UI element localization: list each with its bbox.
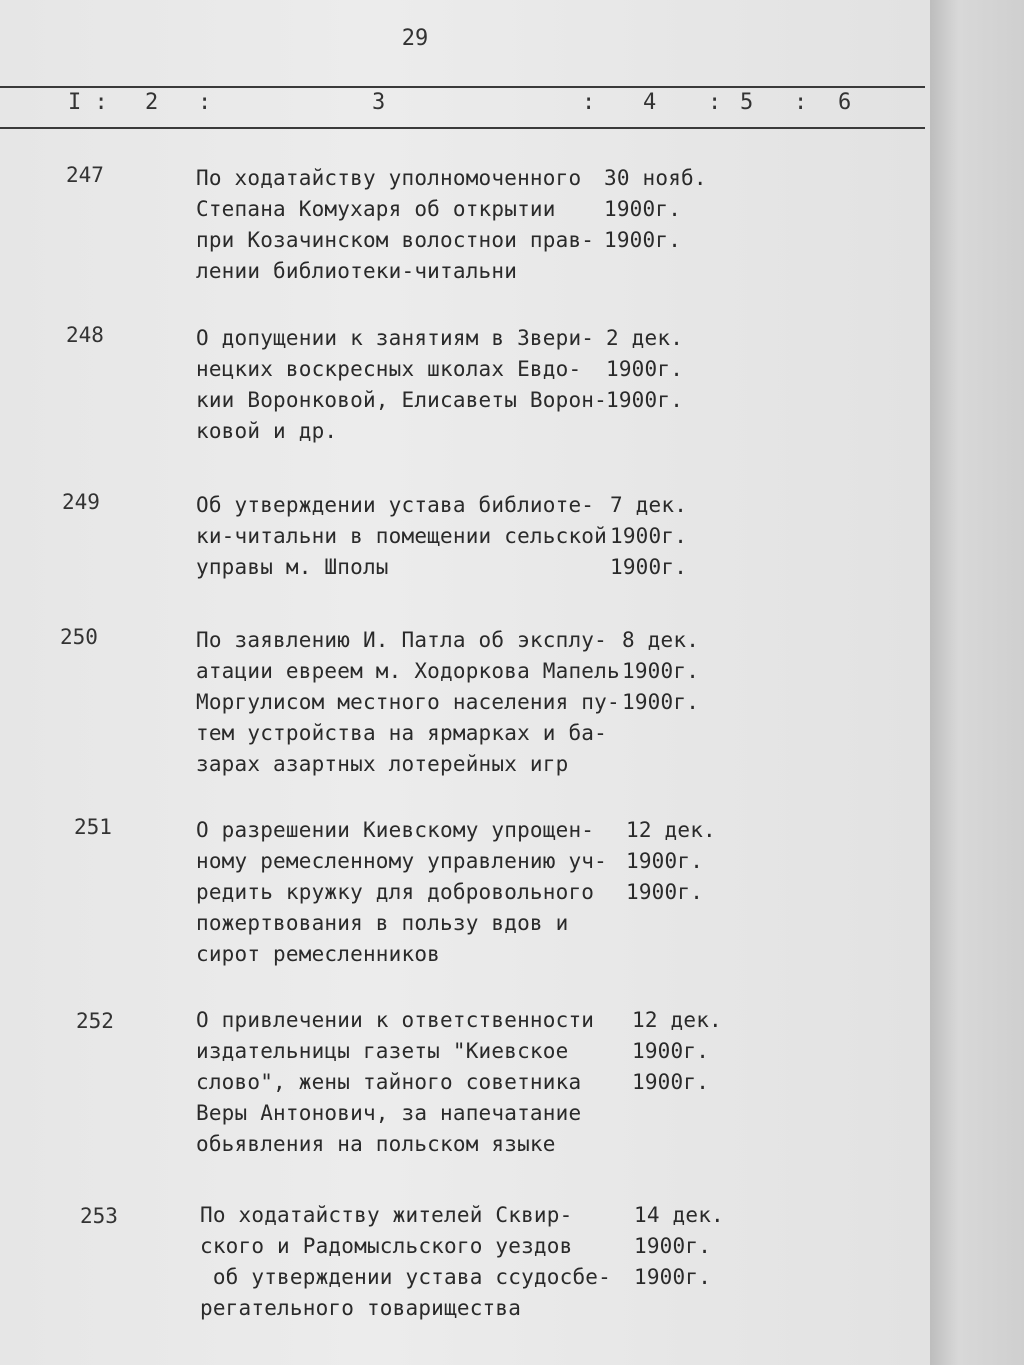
text-line: при Козачинском волостнои прав- — [196, 228, 595, 252]
text-line: слово", жены тайного советника — [196, 1070, 582, 1094]
date-line: 12 дек. — [626, 818, 716, 842]
date-line: 1900г. — [632, 1039, 710, 1063]
date-line: 1900г. — [606, 357, 684, 381]
header-rule-bottom — [0, 127, 925, 129]
entry-dates — [610, 490, 687, 583]
entry-text — [196, 323, 607, 447]
text-line: зарах азартных лотерейных игр — [196, 752, 569, 776]
text-line: Об утверждении устава библиоте- — [196, 493, 595, 517]
date-line: 1900г. — [634, 1234, 712, 1258]
date-line: 1900г. — [622, 690, 700, 714]
header-col-5: 5 — [740, 90, 754, 115]
entry-dates — [632, 1005, 722, 1098]
entry-dates — [604, 163, 707, 256]
entry-number: 251 — [74, 815, 112, 839]
entry-number: 248 — [66, 323, 104, 347]
text-line: пожертвования в пользу вдов и — [196, 911, 569, 935]
text-line: регательного товарищества — [200, 1296, 522, 1320]
date-line: 1900г. — [626, 849, 704, 873]
date-line: 1900г. — [604, 197, 682, 221]
text-line: атации евреем м. Ходоркова Мапель — [196, 659, 620, 683]
date-line: 1900г. — [634, 1265, 712, 1289]
page-number: 29 — [401, 26, 429, 51]
entry-dates — [626, 815, 716, 908]
text-line: об утверждении устава ссудосбе- — [200, 1265, 611, 1289]
entry-text — [196, 490, 607, 583]
entry-text — [196, 163, 594, 287]
date-line: 1900г. — [610, 555, 688, 579]
text-line: тем устройства на ярмарках и ба- — [196, 721, 607, 745]
header-sep-2: : — [198, 90, 212, 115]
date-line: 2 дек. — [606, 326, 684, 350]
text-line: Моргулисом местного населения пу- — [196, 690, 620, 714]
header-sep-5: : — [794, 90, 808, 115]
text-line: По ходатайству уполномоченного — [196, 166, 582, 190]
text-line: управы м. Шполы — [196, 555, 389, 579]
text-line: О допущении к занятиям в Звери- — [196, 326, 595, 350]
date-line: 1900г. — [632, 1070, 710, 1094]
text-line: лении библиотеки-читальни — [196, 259, 518, 283]
date-line: 12 дек. — [632, 1008, 722, 1032]
date-line: 1900г. — [622, 659, 700, 683]
entry-dates — [634, 1200, 724, 1293]
header-col-6: 6 — [838, 90, 852, 115]
entry-dates — [622, 625, 699, 718]
text-line: По заявлению И. Патла об эксплу- — [196, 628, 607, 652]
entry-text — [200, 1200, 611, 1324]
text-line: сирот ремесленников — [196, 942, 441, 966]
header-col-1: I : — [68, 90, 108, 115]
text-line: ского и Радомысльского уездов — [200, 1234, 573, 1258]
text-line: Степана Комухаря об открытии — [196, 197, 556, 221]
entry-text — [196, 625, 620, 780]
text-line: О разрешении Киевскому упрощен- — [196, 818, 595, 842]
page-edge-shadow — [930, 0, 1024, 1365]
header-sep-3: : — [582, 90, 596, 115]
date-line: 1900г. — [606, 388, 684, 412]
date-line: 1900г. — [610, 524, 688, 548]
date-line: 1900г. — [626, 880, 704, 904]
text-line: По ходатайству жителей Сквир- — [200, 1203, 573, 1227]
entry-number: 249 — [62, 490, 100, 514]
entry-number: 253 — [80, 1204, 118, 1228]
date-line: 1900г. — [604, 228, 682, 252]
date-line: 8 дек. — [622, 628, 700, 652]
text-line: ковой и др. — [196, 419, 338, 443]
entry-number: 252 — [76, 1009, 114, 1033]
text-line: ки-читальни в помещении сельской — [196, 524, 607, 548]
text-line: О привлечении к ответственности — [196, 1008, 595, 1032]
header-col-2: 2 — [145, 90, 159, 115]
column-header-row — [0, 86, 925, 126]
entry-number: 250 — [60, 625, 98, 649]
header-col-4: 4 — [643, 90, 657, 115]
entry-number: 247 — [66, 163, 104, 187]
header-col-3: 3 — [372, 90, 386, 115]
text-line: ному ремесленному управлению уч- — [196, 849, 607, 873]
text-line: обьявления на польском языке — [196, 1132, 556, 1156]
text-line: Веры Антонович, за напечатание — [196, 1101, 582, 1125]
text-line: кии Воронковой, Елисаветы Ворон- — [196, 388, 607, 412]
text-line: издательницы газеты "Киевское — [196, 1039, 569, 1063]
date-line: 14 дек. — [634, 1203, 724, 1227]
entry-text — [196, 1005, 594, 1160]
text-line: редить кружку для добровольного — [196, 880, 595, 904]
entry-text — [196, 815, 607, 970]
text-line: нецких воскресных школах Евдо- — [196, 357, 582, 381]
date-line: 7 дек. — [610, 493, 688, 517]
entry-dates — [606, 323, 683, 416]
header-sep-4: : — [708, 90, 722, 115]
date-line: 30 нояб. — [604, 166, 707, 190]
